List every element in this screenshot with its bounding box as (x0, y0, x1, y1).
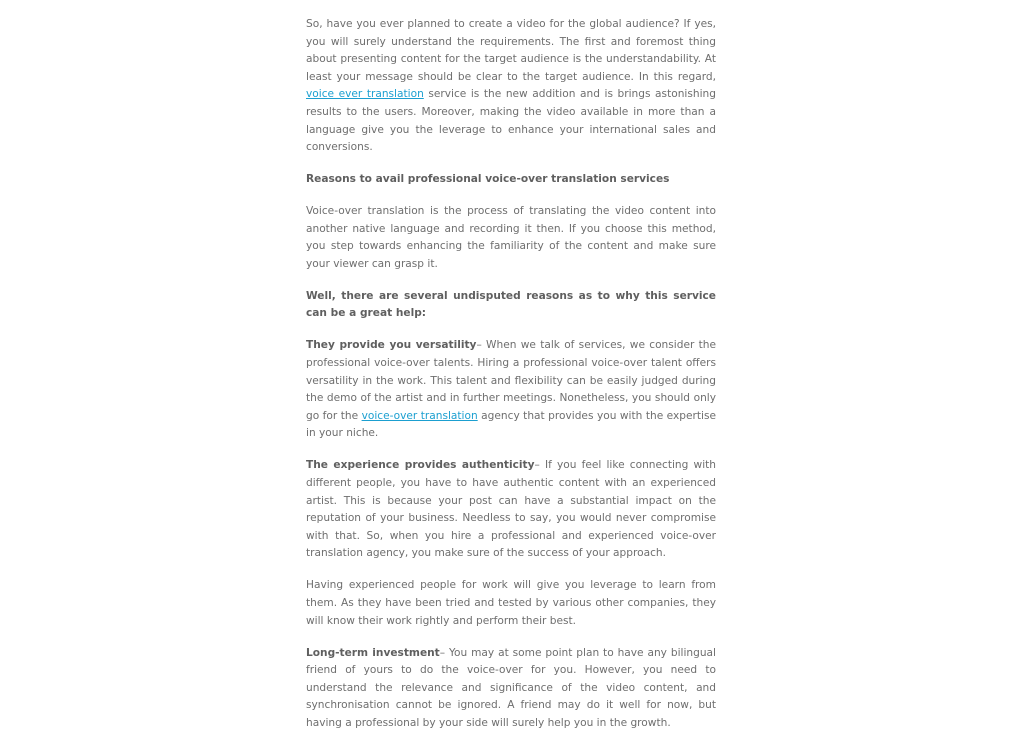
versatility-title: They provide you versatility (306, 339, 477, 352)
authenticity-paragraph (306, 457, 716, 563)
intro-paragraph (306, 16, 716, 157)
reasons-intro-paragraph (306, 288, 716, 323)
experience-note-paragraph: Having experienced people for work will give you leverage to learn from them. As they have been tried and tested by various other companies, they will know their work rightly and perform their best. (306, 579, 716, 627)
authenticity-text: – If you feel like connecting with different people, you have to have authentic content with an experienced artist. This is because your post can have a substantial impact on the reputation of your business. Needless to say, you would never compromise with that. So, when you hire a professional and experienced voice-over translation agency, you make sure of the success of your approach. (306, 459, 717, 560)
reasons-intro: Well, there are several undisputed reasons as to why this service can be a great help: (306, 289, 716, 320)
intro-text-end: service is the new addition and is brings astonishing results to the users. Moreover, making the video available in more than a language give you the leverage to enhance your international sales and conversions. (306, 88, 716, 154)
definition-paragraph: Voice-over translation is the process of translating the video content into another native language and recording it then. If you choose this method, you step towards enhancing the familiarity of the content and make sure your viewer can grasp it. (306, 205, 716, 270)
versatility-text-end: agency that provides you with the expertise in your niche. (306, 409, 717, 440)
versatility-text-start: – When we talk of services, we consider the professional voice-over talents. Hiring a professional voice-over talent offers versatility in the work. This talent and flexibility can be easily judged during the demo of the artist and in further meetings. Nonetheless, you should only go for the (306, 339, 716, 422)
authenticity-title: The experience provides authenticity (306, 459, 535, 472)
voice-ever-translation-link[interactable]: voice ever translation (306, 88, 424, 101)
long-term-title: Long-term investment (306, 646, 440, 659)
versatility-paragraph (306, 337, 716, 443)
intro-text-start: So, have you ever planned to create a video for the global audience? If yes, you will surely understand the requirements. The first and foremost thing about presenting content for the target audience is the understandability. At least your message should be clear to the target audience. In this regard, (306, 18, 716, 83)
section-heading: Reasons to avail professional voice-over translation services (306, 173, 670, 186)
article-body (306, 16, 716, 747)
long-term-paragraph (306, 645, 716, 733)
long-term-text: – You may at some point plan to have any bilingual friend of yours to do the voice-over for you. However, you need to understand the relevance and significance of the video content, and synchronisation cannot be ignored. A friend may do it well for now, but having a professional by your side will surely help you in the growth. (306, 646, 716, 729)
section-heading-paragraph (306, 171, 716, 189)
voice-over-translation-link[interactable]: voice-over translation (361, 409, 478, 422)
